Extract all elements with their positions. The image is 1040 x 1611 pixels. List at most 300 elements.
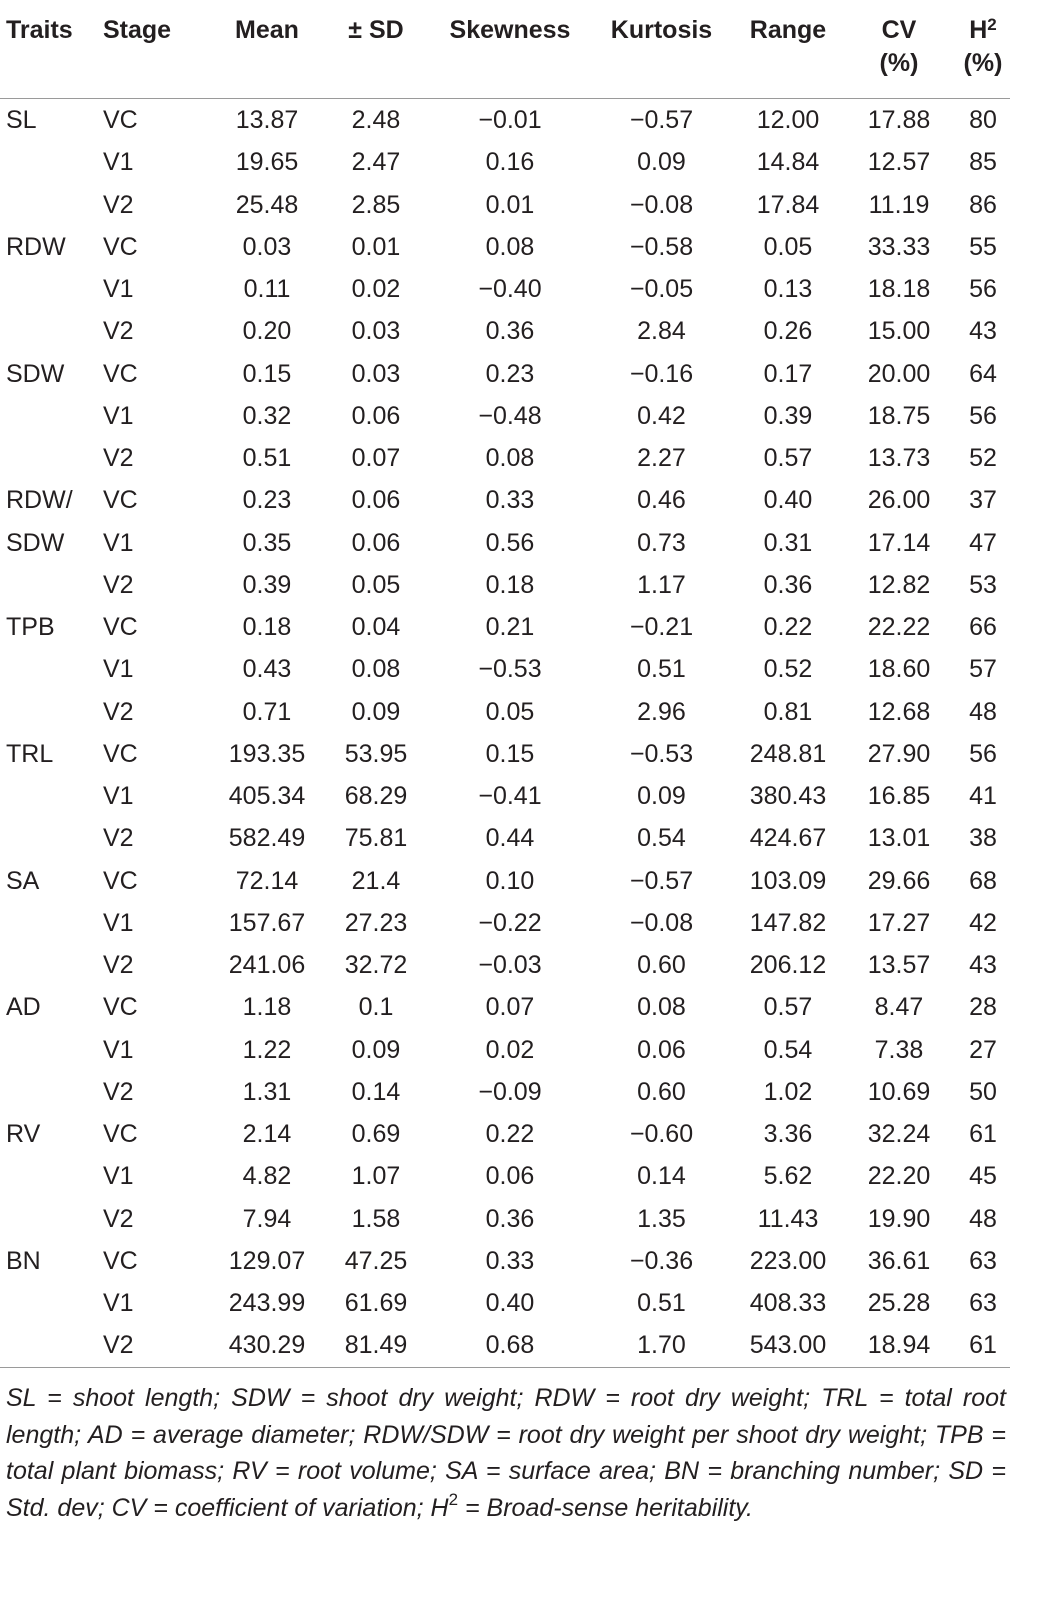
cell-mean: 0.43 (242, 655, 292, 684)
header-stage: Stage (103, 14, 213, 99)
table-row (0, 606, 1010, 648)
cell-mean: 430.29 (213, 1324, 321, 1367)
cell-h2: 47 (969, 528, 997, 557)
cell-cv: 17.88 (867, 106, 931, 135)
cell-cv: 8.47 (874, 993, 924, 1022)
cell-cv: 13.73 (867, 444, 931, 473)
cell-h2: 38 (969, 824, 997, 853)
cell-cv: 18.60 (867, 655, 931, 684)
table-row (0, 1029, 1010, 1071)
cell-h2: 85 (969, 148, 997, 177)
cell-h2: 27 (969, 1035, 997, 1064)
cell-h2: 56 (969, 401, 997, 430)
cell-skewness: 0.40 (485, 1289, 535, 1318)
table-row (0, 310, 1010, 352)
table-row (0, 226, 1010, 268)
cell-trait: SDW (6, 528, 65, 557)
cell-stage: V1 (103, 148, 134, 177)
cell-sd: 1.07 (351, 1162, 401, 1191)
cell-cv: 17.14 (867, 528, 931, 557)
cell-cv: 33.33 (867, 232, 931, 261)
cell-stage: V2 (103, 697, 134, 726)
cell-skewness: −0.40 (478, 275, 542, 304)
table-row (0, 775, 1010, 817)
cell-range: 424.67 (749, 824, 827, 853)
table-row (0, 479, 1010, 521)
cell-range: 0.17 (763, 359, 813, 388)
cell-h2: 64 (969, 359, 997, 388)
cell-stage: V1 (103, 782, 134, 811)
cell-cv: 27.90 (867, 739, 931, 768)
cell-range: 11.43 (757, 1204, 819, 1233)
cell-mean: 0.11 (243, 275, 291, 304)
cell-trait (0, 648, 103, 690)
cell-trait: RDW/ (6, 486, 73, 515)
cell-range: 0.13 (763, 275, 813, 304)
cell-skewness: 0.08 (485, 444, 535, 473)
cell-range: 0.40 (763, 486, 813, 515)
cell-kurtosis: −0.16 (629, 359, 694, 388)
cell-stage: VC (103, 232, 138, 261)
cell-h2: 53 (969, 570, 997, 599)
table-row (0, 395, 1010, 437)
cell-range: 0.57 (763, 993, 813, 1022)
cell-skewness: 0.10 (485, 866, 535, 895)
cell-trait (0, 437, 103, 479)
cell-stage: V1 (103, 1289, 134, 1318)
cell-trait (0, 310, 103, 352)
cell-stage: V2 (103, 444, 134, 473)
cell-range: 3.36 (763, 1120, 813, 1149)
cell-stage: V2 (103, 951, 134, 980)
cell-skewness: 0.21 (485, 613, 535, 642)
cell-skewness: 0.07 (485, 993, 535, 1022)
cell-h2: 66 (969, 613, 997, 642)
cell-skewness: 0.33 (485, 486, 535, 515)
table-row (0, 184, 1010, 226)
cell-range: 408.33 (749, 1289, 827, 1318)
cell-h2: 52 (969, 444, 997, 473)
table-row (0, 860, 1010, 902)
cell-trait: SDW (6, 359, 65, 388)
cell-cv: 12.82 (867, 570, 931, 599)
cell-range: 14.84 (756, 148, 820, 177)
cell-cv: 20.00 (867, 359, 931, 388)
cell-h2: 80 (969, 106, 997, 135)
cell-cv: 13.01 (867, 824, 931, 853)
cell-cv: 18.18 (867, 275, 931, 304)
cell-stage: V2 (103, 1204, 134, 1233)
cell-sd: 0.02 (351, 275, 401, 304)
cell-mean: 0.15 (242, 359, 292, 388)
cell-cv: 22.20 (867, 1162, 931, 1191)
table-row (0, 1155, 1010, 1197)
table-row (0, 522, 1010, 564)
cell-kurtosis: 0.06 (637, 1035, 686, 1064)
cell-range: 1.02 (763, 1077, 813, 1106)
cell-range: 17.84 (756, 190, 820, 219)
cell-skewness: 0.36 (485, 1204, 535, 1233)
header-cv-label: CV (881, 16, 917, 44)
cell-mean: 25.48 (235, 190, 299, 219)
cell-kurtosis: 0.08 (637, 993, 686, 1022)
cell-kurtosis: −0.08 (629, 190, 694, 219)
header-skewness: Skewness (431, 14, 589, 99)
cell-range: 0.22 (763, 613, 813, 642)
table-row (0, 733, 1010, 775)
cell-cv: 18.75 (867, 401, 931, 430)
cell-cv: 29.66 (867, 866, 931, 895)
cell-stage: V1 (103, 1162, 134, 1191)
footnote-abbreviations: SL = shoot length; SDW = shoot dry weight; RDW = root dry weight; TRL = total root length; AD = average diameter; RDW/SDW = root dry weight per shoot dry weight; TPB = total plant biomass; RV = root volume; SA = surface area; BN = branching number; SD = Std. dev; CV = coefficient of variation; (6, 1384, 1006, 1522)
cell-cv: 11.19 (868, 190, 930, 219)
cell-stage: VC (103, 359, 138, 388)
cell-trait: RDW (6, 232, 66, 261)
cell-stage: V1 (103, 528, 134, 557)
cell-h2: 57 (969, 655, 997, 684)
cell-skewness: 0.02 (485, 1035, 535, 1064)
table-header (0, 14, 1010, 99)
cell-skewness: −0.22 (478, 908, 542, 937)
cell-sd: 0.06 (351, 528, 401, 557)
cell-sd: 0.09 (351, 1035, 401, 1064)
table-row (0, 353, 1010, 395)
table-row (0, 437, 1010, 479)
cell-stage: V2 (103, 1077, 134, 1106)
cell-kurtosis: −0.53 (629, 739, 694, 768)
cell-mean: 243.99 (228, 1289, 306, 1318)
table-body (0, 99, 1010, 1368)
cell-stage: VC (103, 613, 138, 642)
cell-kurtosis: 0.51 (637, 655, 686, 684)
cell-kurtosis: 0.73 (637, 528, 686, 557)
cell-skewness: 0.23 (485, 359, 535, 388)
cell-trait (0, 141, 103, 183)
cell-trait (0, 1029, 103, 1071)
cell-stage: VC (103, 486, 138, 515)
cell-trait (0, 775, 103, 817)
cell-stage: V1 (103, 908, 134, 937)
cell-mean: 0.39 (242, 570, 292, 599)
cell-range: 0.52 (763, 655, 813, 684)
cell-trait (0, 184, 103, 226)
cell-range: 0.31 (763, 528, 813, 557)
cell-mean: 0.51 (242, 444, 292, 473)
table-row (0, 1113, 1010, 1155)
cell-sd: 0.05 (351, 570, 401, 599)
cell-kurtosis: 1.70 (589, 1324, 734, 1367)
cell-kurtosis: 0.09 (637, 148, 686, 177)
cell-range: 0.81 (763, 697, 813, 726)
cell-sd: 0.04 (351, 613, 401, 642)
cell-stage: VC (103, 739, 138, 768)
cell-mean: 4.82 (242, 1162, 292, 1191)
cell-range: 103.09 (749, 866, 827, 895)
cell-sd: 53.95 (344, 739, 408, 768)
cell-stage: V2 (103, 824, 134, 853)
cell-h2: 56 (969, 739, 997, 768)
cell-cv: 12.57 (867, 148, 931, 177)
cell-skewness: 0.08 (485, 232, 535, 261)
cell-cv: 18.94 (842, 1324, 956, 1367)
cell-stage: V2 (103, 317, 134, 346)
cell-skewness: 0.18 (485, 570, 535, 599)
cell-kurtosis: 0.42 (637, 401, 686, 430)
table-row (0, 1282, 1010, 1324)
cell-cv: 15.00 (867, 317, 931, 346)
cell-cv: 32.24 (867, 1120, 931, 1149)
cell-kurtosis: −0.60 (629, 1120, 694, 1149)
cell-trait (0, 1198, 103, 1240)
cell-sd: 0.03 (351, 317, 401, 346)
cell-mean: 241.06 (228, 951, 306, 980)
cell-cv: 12.68 (867, 697, 931, 726)
header-kurtosis: Kurtosis (589, 14, 734, 99)
cell-kurtosis: −0.58 (629, 232, 694, 261)
cell-kurtosis: −0.57 (629, 866, 694, 895)
cell-range: 0.57 (763, 444, 813, 473)
header-cv-unit: (%) (879, 49, 919, 77)
cell-skewness: 0.22 (485, 1120, 535, 1149)
table-row (0, 1071, 1010, 1113)
cell-kurtosis: 1.35 (637, 1204, 686, 1233)
cell-cv: 19.90 (867, 1204, 931, 1233)
table-row (0, 648, 1010, 690)
cell-stage: V2 (103, 570, 134, 599)
cell-skewness: −0.09 (478, 1077, 542, 1106)
cell-h2: 48 (969, 1204, 997, 1233)
cell-mean: 0.18 (242, 613, 292, 642)
cell-kurtosis: 0.51 (637, 1289, 686, 1318)
cell-sd: 0.01 (351, 232, 401, 261)
cell-cv: 26.00 (867, 486, 931, 515)
cell-sd: 61.69 (344, 1289, 408, 1318)
cell-sd: 0.09 (351, 697, 401, 726)
cell-sd: 0.07 (351, 444, 401, 473)
cell-skewness: 0.44 (485, 824, 535, 853)
cell-kurtosis: 0.46 (637, 486, 686, 515)
cell-range: 147.82 (749, 908, 827, 937)
cell-skewness: 0.16 (485, 148, 535, 177)
cell-kurtosis: 0.54 (637, 824, 686, 853)
cell-trait (0, 944, 103, 986)
cell-stage: VC (103, 993, 138, 1022)
cell-sd: 2.85 (351, 190, 401, 219)
cell-stage: VC (103, 866, 138, 895)
cell-mean: 193.35 (228, 739, 306, 768)
cell-skewness: 0.33 (485, 1246, 535, 1275)
cell-trait (0, 1282, 103, 1324)
cell-mean: 405.34 (228, 782, 306, 811)
cell-skewness: −0.53 (478, 655, 542, 684)
cell-kurtosis: 1.17 (637, 570, 686, 599)
cell-mean: 0.71 (242, 697, 292, 726)
table-row (0, 99, 1010, 142)
cell-mean: 0.35 (242, 528, 292, 557)
header-traits: Traits (0, 14, 103, 99)
cell-trait (0, 564, 103, 606)
cell-stage: V1 (103, 275, 134, 304)
cell-range: 12.00 (756, 106, 820, 135)
cell-mean: 0.23 (242, 486, 292, 515)
cell-sd: 0.08 (351, 655, 401, 684)
cell-sd: 0.14 (351, 1077, 401, 1106)
cell-h2: 56 (969, 275, 997, 304)
cell-sd: 21.4 (351, 866, 401, 895)
cell-h2: 43 (969, 317, 997, 346)
cell-h2: 43 (969, 951, 997, 980)
cell-h2: 61 (956, 1324, 1010, 1367)
cell-trait (0, 1071, 103, 1113)
cell-kurtosis: −0.36 (629, 1246, 694, 1275)
cell-cv: 16.85 (867, 782, 931, 811)
cell-kurtosis: 2.27 (637, 444, 686, 473)
cell-stage: V1 (103, 655, 134, 684)
cell-trait: SA (6, 866, 40, 895)
cell-range: 0.05 (763, 232, 813, 261)
cell-h2: 37 (969, 486, 997, 515)
cell-trait (0, 691, 103, 733)
cell-sd: 0.03 (351, 359, 401, 388)
table-row (0, 1240, 1010, 1282)
cell-skewness: −0.03 (478, 951, 542, 980)
cell-skewness: 0.56 (485, 528, 535, 557)
cell-sd: 75.81 (344, 824, 408, 853)
cell-range: 206.12 (749, 951, 827, 980)
cell-stage: V2 (103, 1324, 213, 1367)
cell-mean: 1.22 (242, 1035, 292, 1064)
cell-h2: 48 (969, 697, 997, 726)
cell-kurtosis: 2.96 (637, 697, 686, 726)
cell-sd: 0.69 (351, 1120, 401, 1149)
cell-h2: 45 (969, 1162, 997, 1191)
table-row (0, 141, 1010, 183)
cell-mean: 157.67 (228, 908, 306, 937)
table-row (0, 817, 1010, 859)
cell-h2: 28 (969, 993, 997, 1022)
cell-mean: 72.14 (235, 866, 299, 895)
cell-range: 0.54 (763, 1035, 813, 1064)
cell-h2: 86 (969, 190, 997, 219)
cell-kurtosis: −0.21 (629, 613, 694, 642)
cell-skewness: 0.05 (485, 697, 535, 726)
cell-mean: 0.32 (242, 401, 292, 430)
table-row (0, 564, 1010, 606)
table-row (0, 902, 1010, 944)
header-cv (842, 14, 956, 99)
cell-cv: 13.57 (867, 951, 931, 980)
cell-h2: 55 (969, 232, 997, 261)
cell-kurtosis: 0.14 (637, 1162, 686, 1191)
cell-sd: 0.06 (351, 401, 401, 430)
cell-trait: TRL (6, 739, 54, 768)
cell-range: 0.36 (763, 570, 813, 599)
table-row (0, 1324, 1010, 1367)
cell-cv: 17.27 (867, 908, 931, 937)
cell-range: 380.43 (749, 782, 827, 811)
header-mean: Mean (213, 14, 321, 99)
footnote-heritability: $H^2$ = Broad-sense heritability. (430, 1489, 753, 1522)
cell-kurtosis: −0.08 (629, 908, 694, 937)
cell-kurtosis: 0.60 (637, 1077, 686, 1106)
table-row (0, 986, 1010, 1028)
header-sd: ± SD (321, 14, 431, 99)
cell-trait (0, 268, 103, 310)
cell-h2: 42 (969, 908, 997, 937)
cell-mean: 582.49 (228, 824, 306, 853)
cell-skewness: 0.06 (485, 1162, 535, 1191)
cell-skewness: 0.01 (485, 190, 535, 219)
cell-sd: 27.23 (344, 908, 408, 937)
cell-stage: V1 (103, 1035, 134, 1064)
cell-range: 0.39 (763, 401, 813, 430)
cell-kurtosis: 0.09 (637, 782, 686, 811)
cell-range: 543.00 (734, 1324, 842, 1367)
cell-h2: 63 (969, 1289, 997, 1318)
cell-kurtosis: 2.84 (637, 317, 686, 346)
cell-mean: 1.31 (242, 1077, 292, 1106)
cell-skewness: 0.36 (485, 317, 535, 346)
cell-trait: RV (6, 1120, 41, 1149)
table-row (0, 1198, 1010, 1240)
cell-trait (0, 1324, 103, 1367)
cell-h2: 63 (969, 1246, 997, 1275)
cell-trait (0, 1155, 103, 1197)
cell-h2: 61 (969, 1120, 997, 1149)
cell-range: 223.00 (749, 1246, 827, 1275)
cell-sd: 0.06 (351, 486, 401, 515)
cell-sd: 0.1 (358, 993, 394, 1022)
cell-h2: 50 (969, 1077, 997, 1106)
cell-sd: 32.72 (344, 951, 408, 980)
cell-mean: 1.18 (242, 993, 292, 1022)
cell-skewness: −0.48 (478, 401, 542, 430)
cell-h2: 41 (969, 782, 997, 811)
cell-stage: VC (103, 1120, 138, 1149)
cell-stage: VC (103, 106, 138, 135)
cell-mean: 7.94 (242, 1204, 292, 1233)
cell-cv: 22.22 (867, 613, 931, 642)
cell-trait (0, 902, 103, 944)
cell-stage: V2 (103, 190, 134, 219)
cell-stage: VC (103, 1246, 138, 1275)
cell-mean: 129.07 (228, 1246, 306, 1275)
descriptive-stats-table (0, 14, 1010, 1368)
cell-trait (0, 817, 103, 859)
header-h2-unit: (%) (963, 49, 1003, 77)
cell-range: 0.26 (763, 317, 813, 346)
cell-skewness: 0.68 (431, 1324, 589, 1367)
cell-sd: 2.47 (351, 148, 401, 177)
cell-range: 248.81 (749, 739, 827, 768)
header-range: Range (734, 14, 842, 99)
cell-kurtosis: 0.60 (637, 951, 686, 980)
cell-trait: AD (6, 993, 41, 1022)
cell-trait (0, 395, 103, 437)
cell-skewness: −0.01 (478, 106, 542, 135)
cell-mean: 19.65 (235, 148, 299, 177)
cell-kurtosis: −0.57 (629, 106, 694, 135)
cell-sd: 2.48 (351, 106, 401, 135)
cell-trait: BN (6, 1246, 41, 1275)
table-row (0, 691, 1010, 733)
cell-stage: V1 (103, 401, 134, 430)
cell-trait: SL (6, 106, 37, 135)
cell-sd: 81.49 (321, 1324, 431, 1367)
cell-kurtosis: −0.05 (629, 275, 694, 304)
cell-trait: TPB (6, 613, 55, 642)
table-footnote (6, 1380, 1006, 1526)
